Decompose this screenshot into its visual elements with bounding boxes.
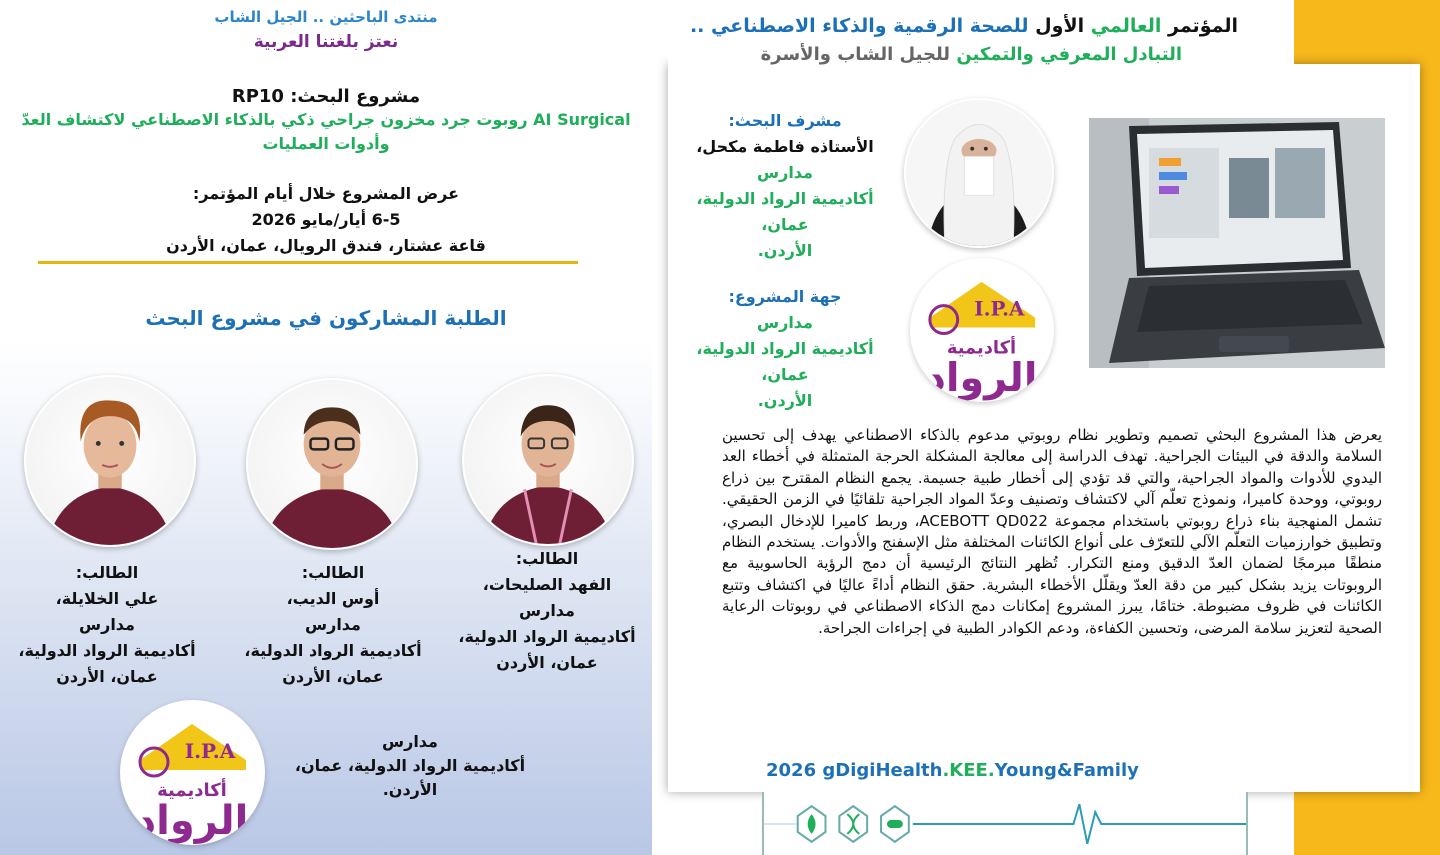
bottom-school-line2: أكاديمية الرواد الدولية، عمان، <box>294 756 526 775</box>
student-label: الطالب: <box>515 549 579 568</box>
avatar-icon <box>906 100 1052 246</box>
student-photo-3 <box>24 375 196 547</box>
student-name: الفهد الصليحات، <box>482 575 612 594</box>
student-photo-1 <box>462 374 634 546</box>
project-title: AI Surgical روبوت جرد مخزون جراحي ذكي بالذكاء الاصطناعي لاكتشاف العدّ وأدوات العمليات <box>21 110 631 153</box>
student-school2: أكاديمية الرواد الدولية، <box>458 627 636 646</box>
supervisor-block <box>670 108 900 264</box>
logo-arabic-big: الرواد <box>135 798 249 844</box>
showcase-date: 6-5 أيار/مايو 2026 <box>251 210 401 229</box>
student-name: أوس الديب، <box>286 589 380 608</box>
footer-graphic <box>762 792 1248 855</box>
entity-heading: جهة المشروع: <box>728 287 842 306</box>
conf-word-c: الأول <box>1035 15 1085 37</box>
entity-block <box>670 284 900 414</box>
academy-logo-bottom <box>120 700 265 845</box>
supervisor-school1: مدارس <box>757 163 813 182</box>
conference-title-line1 <box>668 12 1238 40</box>
avatar-icon <box>248 380 416 548</box>
academy-logo <box>120 700 265 845</box>
footer-brand <box>766 760 1246 781</box>
conf-word-b: العالمي <box>1090 15 1162 37</box>
bottom-school <box>270 730 550 802</box>
footer-year: 2026 <box>766 760 817 781</box>
conf-word-a: المؤتمر <box>1168 15 1238 37</box>
logo-arabic-big: الرواد <box>925 355 1038 402</box>
entity-school3: الأردن. <box>757 391 813 410</box>
student-name: علي الخلايلة، <box>55 589 159 608</box>
left-panel <box>0 0 652 855</box>
student-caption-1 <box>442 546 652 676</box>
student-caption-2 <box>228 560 438 690</box>
supervisor-school2: أكاديمية الرواد الدولية، عمان، <box>696 189 874 234</box>
student-school1: مدارس <box>519 601 575 620</box>
bottom-school-line1: مدارس <box>382 732 438 751</box>
footer-brand-b: .KEE. <box>942 760 995 781</box>
conference-title-line2 <box>668 44 1182 65</box>
heartbeat-line-icon <box>764 792 1246 855</box>
student-location: عمان، الأردن <box>56 667 158 686</box>
student-label: الطالب: <box>75 563 139 582</box>
supervisor-photo <box>904 98 1054 248</box>
student-school1: مدارس <box>305 615 361 634</box>
student-label: الطالب: <box>301 563 365 582</box>
laptop-photo <box>1089 118 1385 368</box>
conf-word-d: للصحة الرقمية والذكاء الاصطناعي .. <box>689 15 1029 37</box>
student-caption-3 <box>2 560 212 690</box>
student-school2: أكاديمية الرواد الدولية، <box>18 641 196 660</box>
showcase-heading: عرض المشروع خلال أيام المؤتمر: <box>192 184 460 203</box>
dna-icon <box>839 806 867 842</box>
forum-line1: منتدى الباحثين .. الجيل الشاب <box>214 8 438 26</box>
students-heading: الطلبة المشاركون في مشروع البحث <box>145 306 507 330</box>
footer-brand-c: Young&Family <box>994 760 1139 781</box>
supervisor-name: الأستاذه فاطمة مكحل، <box>696 137 874 156</box>
pill-icon <box>881 806 909 842</box>
bottom-school-line3: الأردن. <box>382 780 438 799</box>
student-location: عمان، الأردن <box>496 653 598 672</box>
logo-ipa-text: I.P.A <box>184 739 236 763</box>
showcase-venue: قاعة عشتار، فندق الرويال، عمان، الأردن <box>166 236 486 255</box>
academy-logo-right <box>910 258 1054 402</box>
entity-school1: مدارس <box>757 313 813 332</box>
abstract-text: يعرض هذا المشروع البحثي تصميم وتطوير نظام روبوتي مدعوم بالذكاء الاصطناعي يهدف إلى تحسين السلامة والدقة في البيئات الجراحية. تهدف الدراسة إلى معالجة المشكلة الحرجة المتمثلة في أخطاء العد اليدوي للأدوات والمواد الجراحية، والتي قد تؤدي إلى أخطار طبية جسيمة. يجمع النظام المقترح بين ذراع روبوتي، ووحدة كاميرا، ونموذج تعلّم آلي لاكتشاف وتصنيف وعدّ المواد الجراحية تلقائيًا في الزمن الحقيقي. تشمل المنهجية بناء ذراع روبوتي باستخدام مجموعة ACEBOTT QD022، وربط كاميرا للإدخال البصري، وتطبيق خوارزميات التعلّم الآلي للتعرّف على أنواع الكائنات المختلفة مثل الإسفنج والأدوات. يستخدم النظام منطقًا مبرمجًا لضمان العدّ الدقيق ومنع التكرار. تُظهر النتائج الرئيسية أن دمج الرؤية الحاسوبية مع الروبوتات يزيد بشكل كبير من دقة العدّ ويقلّل الأخطاء البشرية. حقق النظام أداءً عاليًا في اكتشاف وتتبع الكائنات في ظروف مضبوطة. ختامًا، يبرز المشروع إمكانات دمج الذكاء الاصطناعي في روبوتات الرعاية الصحية لتعزيز سلامة المرضى، وتحسين الكفاءة، ودعم الكوادر الطبية في إجراءات الجراحة. <box>722 426 1382 637</box>
conf2-part-a: التبادل المعرفي والتمكين <box>956 44 1182 65</box>
avatar-icon <box>464 376 632 544</box>
footer-brand-a: gDigiHealth <box>822 760 943 781</box>
entity-school2: أكاديمية الرواد الدولية، عمان، <box>696 339 874 384</box>
logo-ipa-text: I.P.A <box>974 296 1025 321</box>
supervisor-heading: مشرف البحث: <box>728 111 842 130</box>
student-school1: مدارس <box>79 615 135 634</box>
conf2-part-b: للجيل الشاب والأسرة <box>760 44 951 65</box>
divider <box>38 261 578 264</box>
academy-logo <box>910 258 1054 402</box>
student-location: عمان، الأردن <box>282 667 384 686</box>
supervisor-school3: الأردن. <box>757 241 813 260</box>
logo-arabic-small: أكاديمية <box>157 780 227 801</box>
logo-arabic-small: أكاديمية <box>946 337 1017 359</box>
student-photo-2 <box>246 378 418 550</box>
project-code: مشروع البحث: RP10 <box>231 86 421 107</box>
student-school2: أكاديمية الرواد الدولية، <box>244 641 422 660</box>
leaf-icon <box>798 806 826 842</box>
avatar-icon <box>26 377 194 545</box>
laptop-photo-icon <box>1089 118 1385 368</box>
forum-line2: نعتز بلغتنا العربية <box>253 32 399 52</box>
